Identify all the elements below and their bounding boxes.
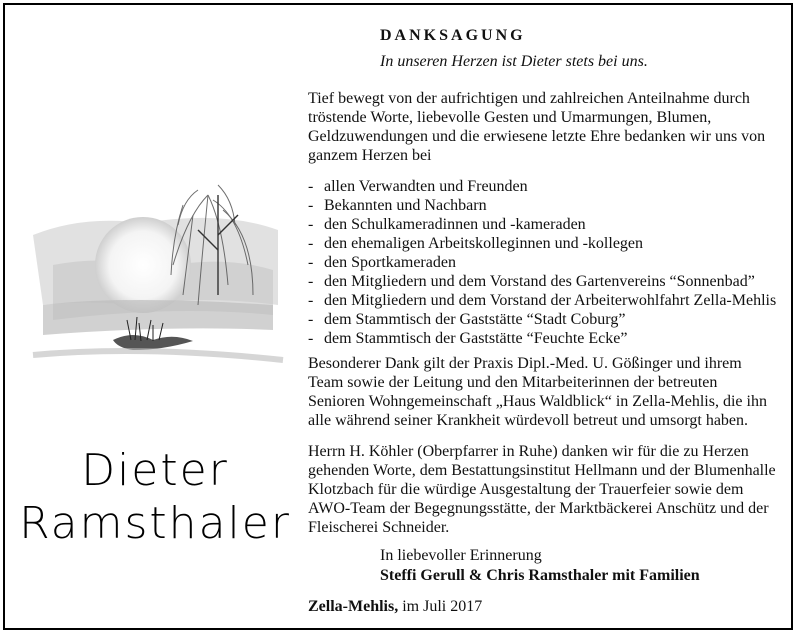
closing-line: In liebevoller Erinnerung	[380, 547, 542, 564]
willow-sunset-illustration	[23, 155, 293, 405]
intro-paragraph: Tief bewegt von der aufrichtigen und zahlreichen Anteilnahme durch tröstende Worte, liebevolle Gesten und Umarmungen, Blumen, Geldzuwendungen und die erwiesene letzte Ehre bedanken wir uns von ganzem Herzen bei	[308, 90, 766, 164]
special-thanks-paragraph: Besonderer Dank gilt der Praxis Dipl.-Med. U. Gößinger und ihrem Team sowie der Leitung und den Mitarbeiterinnen der betreuten Senioren Wohngemeinschaft „Haus Waldblick“ in Zella-Mehlis, die ihn alle während seiner Krankheit würdevoll betreut und umsorgt haben.	[308, 355, 767, 429]
date: im Juli 2017	[402, 598, 483, 615]
list-item: - den Sportkameraden	[308, 254, 456, 271]
further-thanks-paragraph: Herrn H. Köhler (Oberpfarrer in Ruhe) danken wir für die zu Herzen gehenden Worte, dem Bestattungsinstitut Hellmann und der Blumenhalle Klotzbach für die würdige Ausgestaltung der Trauerfeier sowie dem AWO-Team der Begegnungsstätte, der Marktbäckerei Anschütz und der Fleischerei Schneider.	[308, 443, 776, 536]
notice-motto: In unseren Herzen ist Dieter stets bei uns.	[380, 53, 648, 70]
list-item: - den ehemaligen Arbeitskolleginnen und -kollegen	[308, 235, 644, 252]
list-item: - den Schulkameradinnen und -kameraden	[308, 216, 586, 233]
list-item: - den Mitgliedern und dem Vorstand des Gartenvereins “Sonnenbad”	[308, 273, 755, 290]
list-item: - allen Verwandten und Freunden	[308, 178, 528, 195]
place: Zella-Mehlis,	[308, 598, 399, 615]
notice-frame	[3, 3, 793, 630]
deceased-first-name: Dieter	[81, 445, 229, 496]
thanks-list	[308, 177, 778, 348]
list-item: - dem Stammtisch der Gaststätte “Feuchte Ecke”	[308, 330, 628, 347]
place-date	[308, 598, 482, 616]
deceased-last-name: Ramsthaler	[19, 498, 291, 549]
closing-block	[380, 546, 700, 586]
notice-heading: DANKSAGUNG	[380, 27, 526, 44]
list-item: - den Mitgliedern und dem Vorstand der Arbeiterwohlfahrt Zella-Mehlis	[308, 292, 777, 309]
list-item: - Bekannten und Nachbarn	[308, 197, 487, 214]
signers: Steffi Gerull & Chris Ramsthaler mit Familien	[380, 567, 700, 584]
list-item: - dem Stammtisch der Gaststätte “Stadt Coburg”	[308, 311, 626, 328]
